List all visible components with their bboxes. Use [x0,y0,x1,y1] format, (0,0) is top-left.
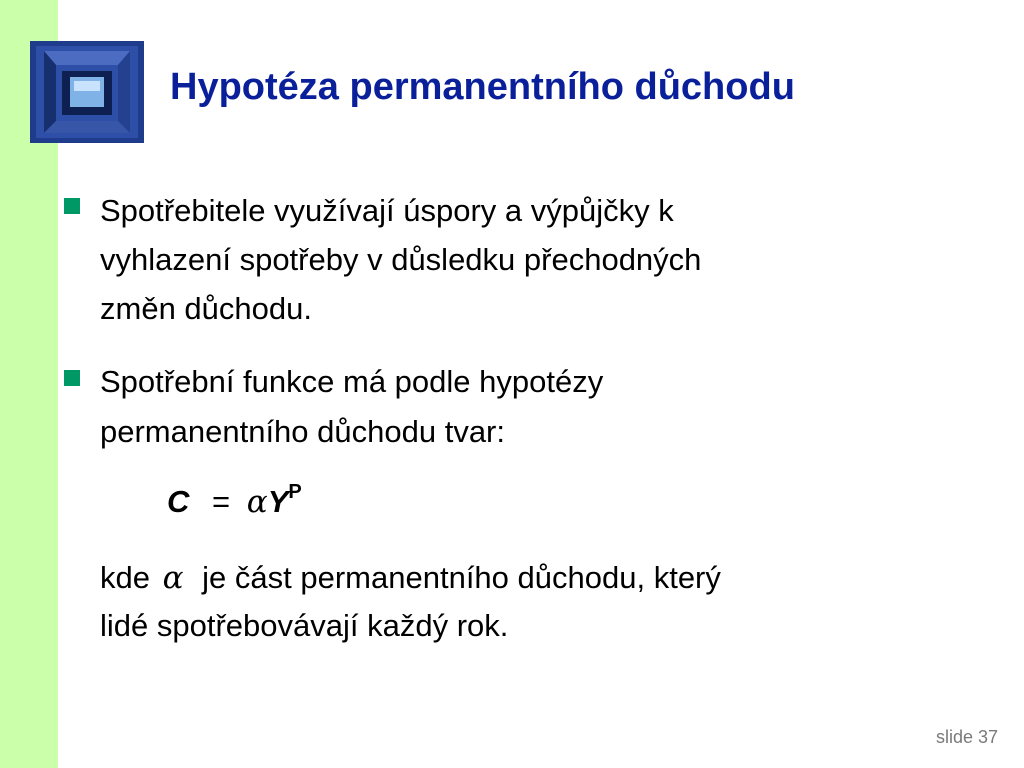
consumption-formula [167,481,302,520]
bullet-1-line-1: Spotřebitele využívají úspory a výpůjčky k [100,193,674,228]
formula-alpha: α [246,484,268,520]
bullet-1-line-3: změn důchodu. [100,291,312,326]
bullet-marker [64,370,80,386]
explanation-line-1 [100,555,721,601]
formula-y: Y [267,484,289,519]
bullet-2-line-1: Spotřební funkce má podle hypotézy [100,364,604,399]
bullet-marker [64,198,80,214]
slide-number: slide 37 [935,727,998,747]
bullet-2-line-2: permanentního důchodu tvar: [100,414,505,449]
bullet-1-line-2: vyhlazení spotřeby v důsledku přechodných [100,242,702,277]
slide-title: Hypotéza permanentního důchodu [170,66,795,108]
formula-superscript: P [288,481,302,503]
explanation-alpha: α [162,560,184,596]
explanation-line-2: lidé spotřebovávají každý rok. [100,608,509,643]
formula-lhs: C [167,484,190,519]
formula-equals: = [212,484,231,519]
window-logo [30,41,144,143]
explanation-rest: je část permanentního důchodu, který [202,560,721,595]
explanation-prefix: kde [100,560,150,595]
